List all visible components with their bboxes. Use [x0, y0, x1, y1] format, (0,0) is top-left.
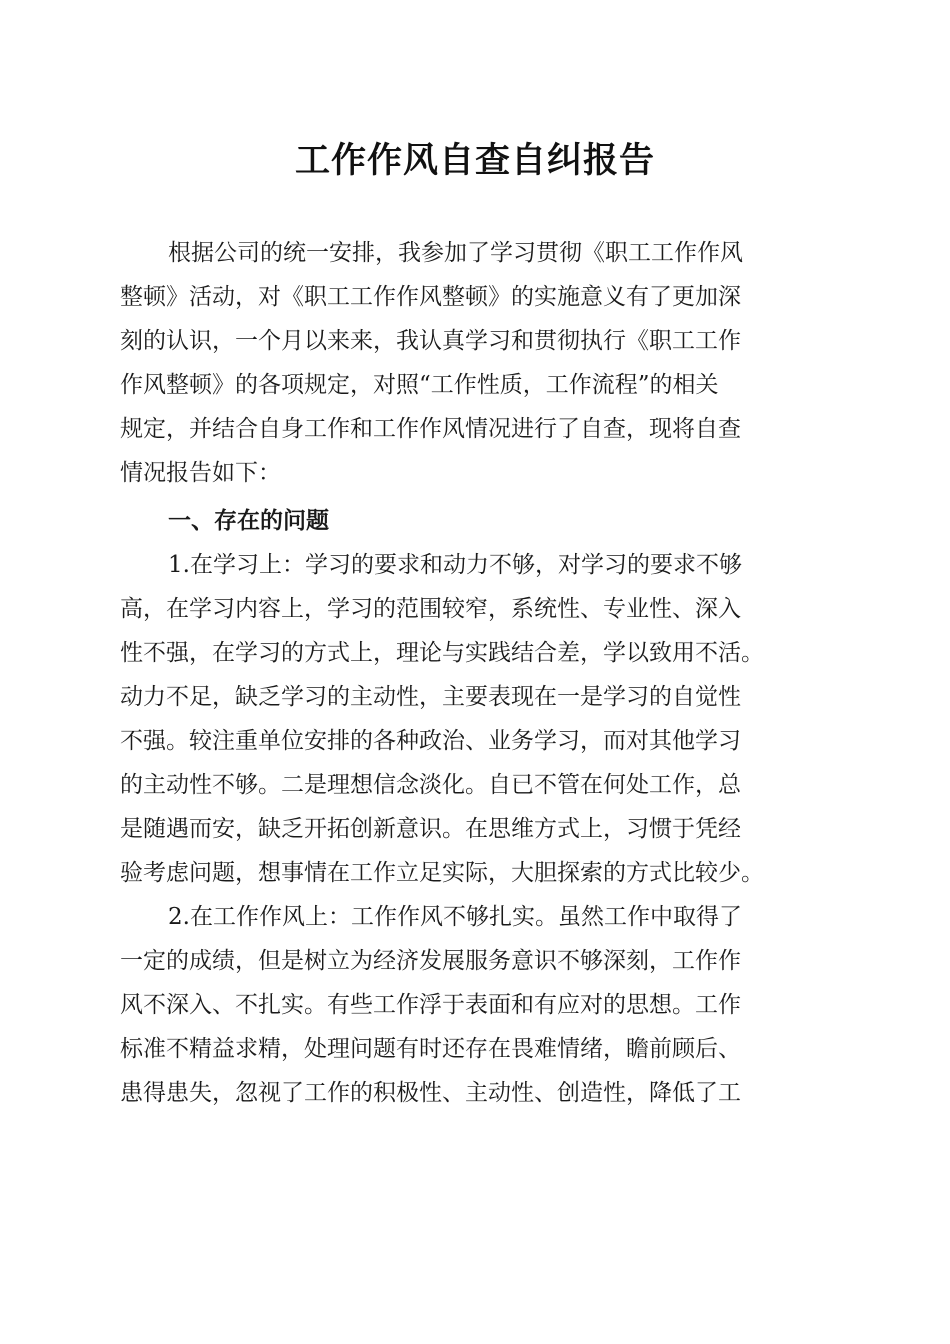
item1-line-3: 性不强，在学习的方式上，理论与实践结合差，学以致用不活。 [120, 640, 764, 666]
intro-line-5: 规定，并结合自身工作和工作作风情况进行了自查，现将自查 [120, 416, 741, 442]
item2-line-5: 患得患失，忽视了工作的积极性、主动性、创造性，降低了工 [120, 1080, 741, 1106]
item1-line-6: 的主动性不够。二是理想信念淡化。自已不管在何处工作，总 [120, 772, 741, 798]
intro-line-3: 刻的认识，一个月以来来，我认真学习和贯彻执行《职工工作 [120, 328, 741, 354]
item1-line-4: 动力不足，缺乏学习的主动性，主要表现在一是学习的自觉性 [120, 684, 741, 710]
intro-line-4: 作风整顿》的各项规定，对照“工作性质，工作流程”的相关 [120, 372, 719, 398]
item2-line-1: 2.在工作作风上：工作作风不够扎实。虽然工作中取得了 [168, 904, 742, 930]
section-heading-problems: 一、存在的问题 [168, 508, 329, 534]
intro-line-2: 整顿》活动，对《职工工作作风整顿》的实施意义有了更加深 [120, 284, 741, 310]
item2-line-4: 标准不精益求精，处理问题有时还存在畏难情绪，瞻前顾后、 [120, 1036, 741, 1062]
item2-line-3: 风不深入、不扎实。有些工作浮于表面和有应对的思想。工作 [120, 992, 741, 1018]
item1-line-1: 1.在学习上：学习的要求和动力不够，对学习的要求不够 [168, 552, 742, 578]
item1-line-5: 不强。较注重单位安排的各种政治、业务学习，而对其他学习 [120, 728, 741, 754]
document-title: 工作作风自查自纠报告 [294, 140, 655, 181]
intro-line-6: 情况报告如下： [120, 460, 281, 486]
intro-line-1: 根据公司的统一安排，我参加了学习贯彻《职工工作作风 [168, 240, 743, 266]
item1-line-2: 高，在学习内容上，学习的范围较窄，系统性、专业性、深入 [120, 596, 741, 622]
item2-line-2: 一定的成绩，但是树立为经济发展服务意识不够深刻，工作作 [120, 948, 741, 974]
item1-line-8: 验考虑问题，想事情在工作立足实际，大胆探索的方式比较少。 [120, 860, 764, 886]
item1-line-7: 是随遇而安，缺乏开拓创新意识。在思维方式上，习惯于凭经 [120, 816, 741, 842]
